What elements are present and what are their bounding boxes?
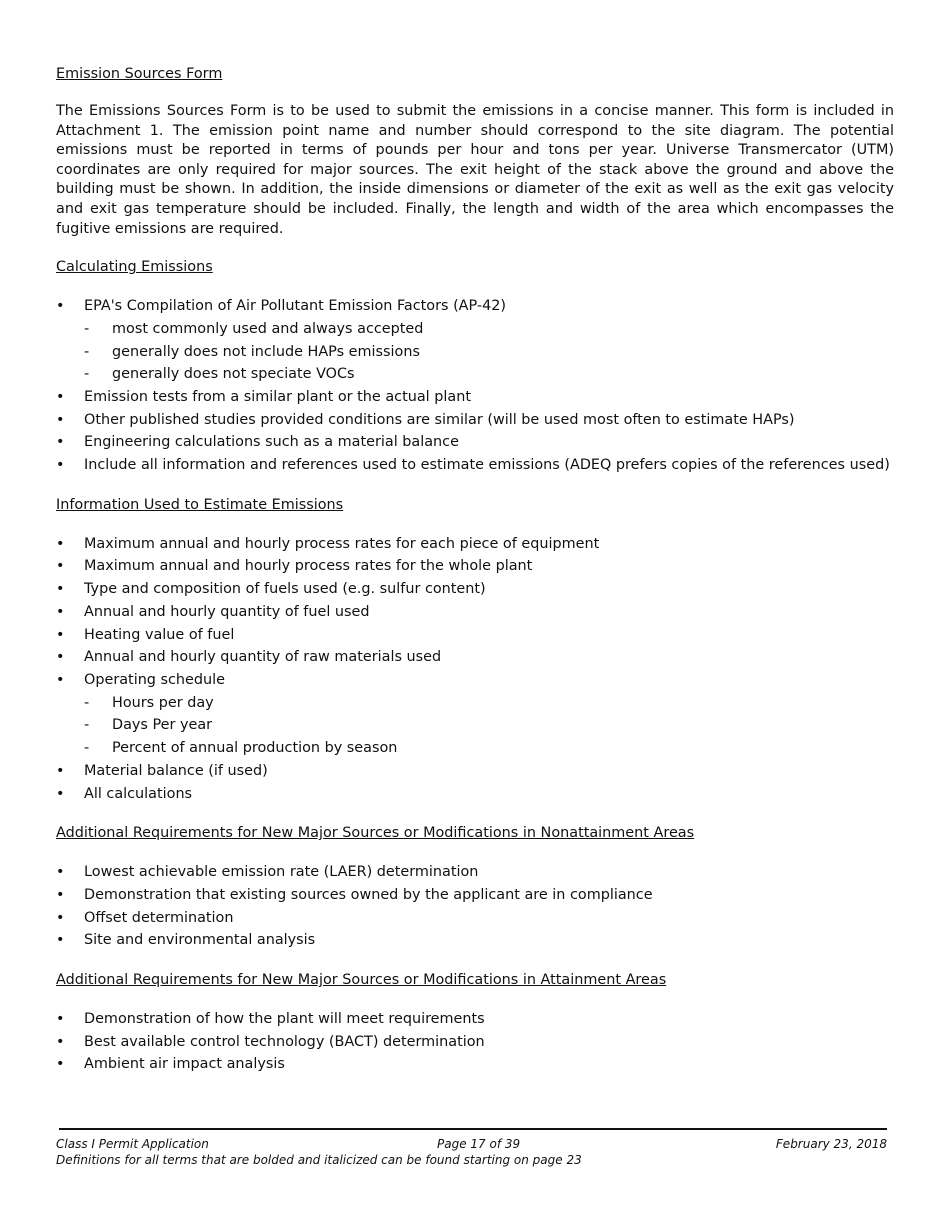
bullet-icon: • (56, 298, 65, 315)
page-footer (56, 1136, 887, 1168)
list-item (56, 783, 894, 806)
sub-list-item (84, 363, 894, 386)
attainment-requirements-list (56, 1008, 894, 1076)
list-item (56, 907, 894, 930)
list-item (56, 646, 894, 669)
list-item (56, 386, 894, 409)
sub-list-item (84, 692, 894, 715)
bullet-icon: • (56, 626, 65, 643)
bullet-icon: • (56, 535, 65, 552)
list-item (56, 929, 894, 952)
sub-list-item-text: most commonly used and always accepted (112, 320, 424, 337)
section-heading-attainment: Additional Requirements for New Major Sources or Modifications in Attainment Areas (56, 972, 667, 989)
sub-list-item-text: Hours per day (112, 694, 214, 711)
footer-divider (59, 1128, 887, 1130)
list-item-text: Demonstration that existing sources owned by the applicant are in compliance (84, 886, 653, 903)
list-item-text: Material balance (if used) (84, 762, 268, 779)
section-heading-nonattainment: Additional Requirements for New Major Sources or Modifications in Nonattainment Areas (56, 825, 695, 842)
footer-note-row (56, 1152, 887, 1168)
bullet-icon: • (56, 785, 65, 802)
sub-list (84, 692, 894, 760)
bullet-icon: • (56, 909, 65, 926)
bullet-icon: • (56, 388, 65, 405)
list-item (56, 669, 894, 760)
section-heading-emission-sources-form: Emission Sources Form (56, 66, 223, 82)
dash-icon: - (84, 740, 90, 757)
list-item (56, 1008, 894, 1031)
list-item-text: Ambient air impact analysis (84, 1056, 285, 1073)
sub-list-item-text: Days Per year (112, 717, 213, 734)
calculating-emissions-list (56, 295, 894, 477)
list-item-text: Offset determination (84, 909, 234, 926)
list-item-text: Type and composition of fuels used (e.g. sulfur content) (84, 581, 486, 598)
sub-list-item (84, 341, 894, 364)
list-item-text: Maximum annual and hourly process rates for each piece of equipment (84, 535, 600, 552)
list-item-text: Operating schedule (84, 672, 226, 688)
dash-icon: - (84, 343, 90, 360)
list-item (56, 409, 894, 432)
sub-list-item-text: generally does not speciate VOCs (112, 366, 355, 383)
list-item-text: Heating value of fuel (84, 626, 235, 643)
nonattainment-requirements-list (56, 861, 894, 952)
list-item-text: Annual and hourly quantity of fuel used (84, 603, 370, 620)
list-item-text: Annual and hourly quantity of raw materials used (84, 649, 442, 666)
bullet-icon: • (56, 558, 65, 575)
list-item-text: Best available control technology (BACT) determination (84, 1033, 485, 1050)
bullet-icon: • (56, 886, 65, 903)
list-item (56, 533, 894, 556)
sub-list-item (84, 714, 894, 737)
list-item (56, 884, 894, 907)
list-item-text: Other published studies provided conditions are similar (will be used most often to estimate HAPs) (84, 411, 795, 428)
footer-document-title: Class I Permit Application (56, 1137, 209, 1151)
list-item (56, 555, 894, 578)
dash-icon: - (84, 694, 90, 711)
bullet-icon: • (56, 1033, 65, 1050)
list-item-text: Engineering calculations such as a material balance (84, 434, 459, 451)
bullet-icon: • (56, 411, 65, 428)
list-item-text: All calculations (84, 785, 193, 802)
bullet-icon: • (56, 762, 65, 779)
footer-row (56, 1136, 887, 1152)
list-item (56, 861, 894, 884)
list-item-text: Maximum annual and hourly process rates for the whole plant (84, 558, 533, 575)
list-item (56, 295, 894, 386)
list-item-text: Lowest achievable emission rate (LAER) determination (84, 864, 479, 881)
sub-list-item-text: Percent of annual production by season (112, 740, 398, 757)
list-item (56, 601, 894, 624)
bullet-icon: • (56, 581, 65, 598)
footer-date: February 23, 2018 (775, 1137, 887, 1151)
list-item-text: Site and environmental analysis (84, 932, 316, 949)
bullet-icon: • (56, 434, 65, 451)
list-item (56, 624, 894, 647)
emission-sources-paragraph: The Emissions Sources Form is to be used to submit the emissions in a concise manner. This form is included in Attachment 1. The emission point name and number should correspond to the site diagram. The potential emissions must be reported in terms of pounds per hour and tons per year. Universe Transmercator (UTM) coordinates are only required for major sources. The exit height of the stack above the ground and above the building must be shown. In addition, the inside dimensions or diameter of the exit as well as the exit gas velocity and exit gas temperature should be included. Finally, the length and width of the area which encompasses the fugitive emissions are required. (56, 103, 894, 237)
bullet-icon: • (56, 603, 65, 620)
section-heading-information-used: Information Used to Estimate Emissions (56, 496, 344, 513)
sub-list-item (84, 318, 894, 341)
footer-page-number: Page 17 of 39 (437, 1137, 521, 1151)
sub-list-item-text: generally does not include HAPs emissions (112, 343, 420, 360)
sub-list-item (84, 737, 894, 760)
bullet-icon: • (56, 864, 65, 881)
section-heading-calculating-emissions: Calculating Emissions (56, 259, 213, 276)
list-item (56, 1031, 894, 1054)
bullet-icon: • (56, 932, 65, 949)
bullet-icon: • (56, 672, 65, 688)
bullet-icon: • (56, 457, 65, 474)
list-item-text: Emission tests from a similar plant or the actual plant (84, 388, 471, 405)
bullet-icon: • (56, 649, 65, 666)
list-item-text: EPA's Compilation of Air Pollutant Emission Factors (AP-42) (84, 298, 507, 315)
bullet-icon: • (56, 1056, 65, 1073)
list-item-text: Include all information and references used to estimate emissions (ADEQ prefers copies of the references used) (84, 457, 890, 474)
dash-icon: - (84, 320, 90, 337)
list-item-text: Demonstration of how the plant will meet requirements (84, 1011, 485, 1028)
list-item (56, 454, 894, 477)
list-item (56, 760, 894, 783)
bullet-icon: • (56, 1011, 65, 1028)
list-item (56, 1053, 894, 1076)
list-item (56, 431, 894, 454)
dash-icon: - (84, 366, 90, 383)
sub-list (84, 318, 894, 386)
information-used-list (56, 533, 894, 805)
page-content (56, 63, 894, 1093)
footer-definitions-note: Definitions for all terms that are bolded and italicized can be found starting on page 23 (56, 1153, 582, 1167)
list-item (56, 578, 894, 601)
dash-icon: - (84, 717, 90, 734)
